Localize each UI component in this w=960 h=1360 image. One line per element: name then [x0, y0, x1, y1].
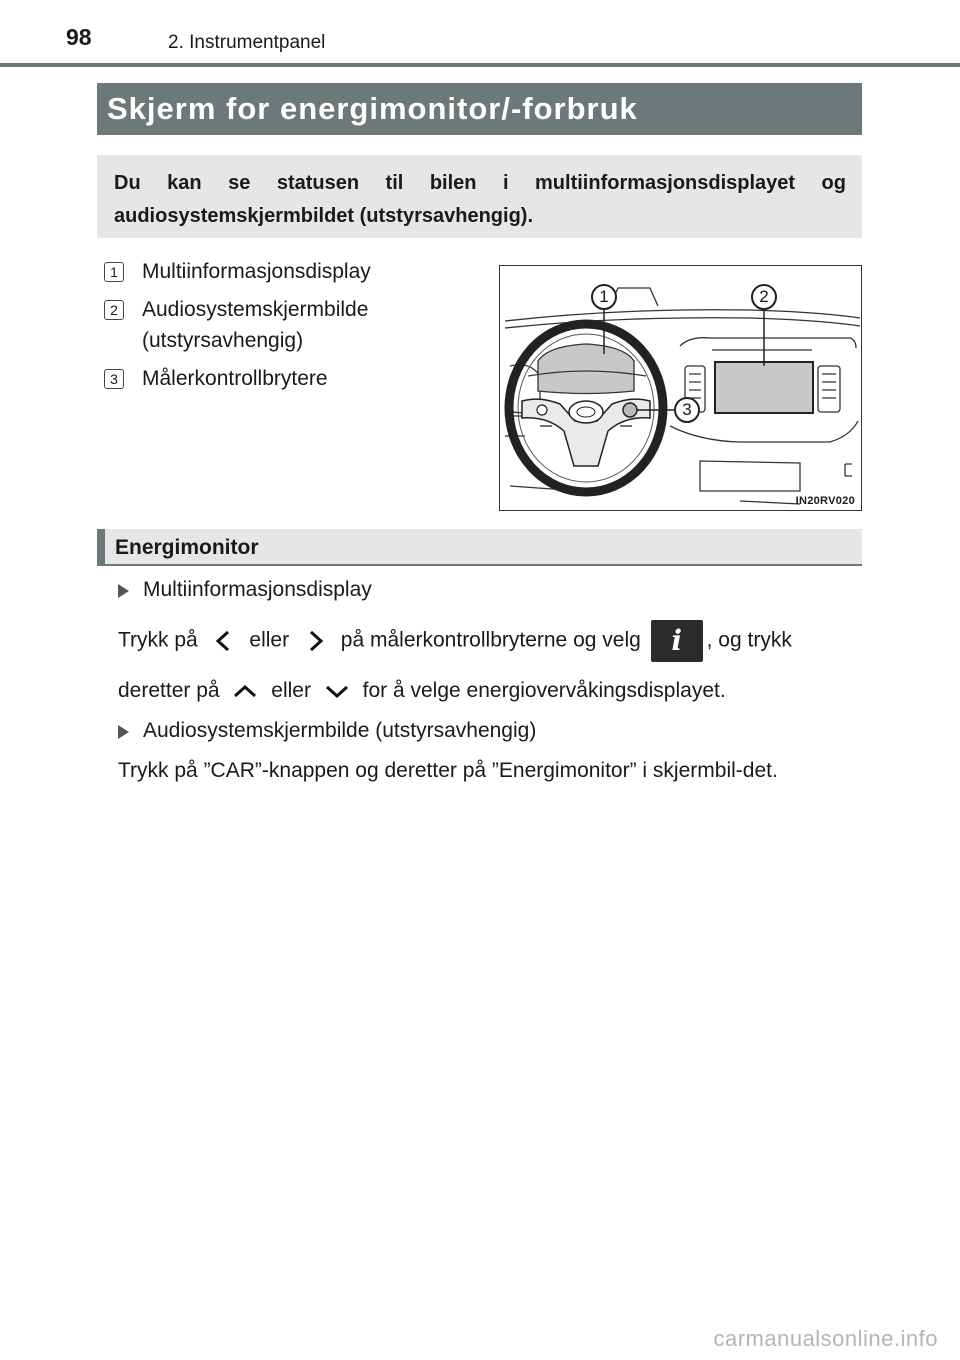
section-name: 2. Instrumentpanel	[168, 32, 326, 53]
text-fragment: for å velge energiovervåkingsdisplayet.	[362, 679, 726, 702]
subheading-energimonitor: Energimonitor	[97, 529, 862, 566]
instruction-audio	[118, 755, 856, 786]
text-fragment: deretter på	[118, 679, 220, 702]
legend-label: Audiosystemskjermbilde (utstyrsavhengig)	[142, 298, 369, 352]
legend-number: 3	[104, 369, 124, 389]
info-icon	[651, 620, 703, 662]
info-icon-glyph: i	[671, 624, 682, 657]
legend-item	[104, 363, 484, 394]
text-fragment: på målerkontrollbryterne og velg	[340, 628, 641, 652]
bullet-triangle-icon	[118, 725, 129, 739]
intro-box	[97, 155, 862, 238]
page-number: 98	[66, 24, 92, 50]
legend-label: Multiinformasjonsdisplay	[142, 260, 371, 283]
intro-text: Du kan se statusen til bilen i multiinformasjonsdisplayet og audiosystemskjermbildet (utstyrsavhengig).	[114, 172, 846, 227]
chevron-up-icon	[225, 680, 265, 702]
dashboard-drawing	[500, 266, 861, 510]
figure-legend	[104, 256, 484, 401]
figure-code: IN20RV020	[795, 495, 855, 507]
chevron-right-icon	[295, 628, 335, 654]
page-header	[0, 0, 960, 68]
dashboard-illustration	[499, 265, 862, 511]
legend-item	[104, 256, 484, 287]
page-title: Skjerm for energimonitor/-forbruk	[97, 83, 862, 135]
chevron-left-icon	[204, 628, 244, 654]
text-fragment: eller	[271, 679, 311, 702]
legend-number: 2	[104, 300, 124, 320]
bullet-label: Audiosystemskjermbilde (utstyrsavhengig)	[143, 719, 537, 742]
callout-2: 2	[751, 284, 777, 310]
text-fragment: , og trykk	[706, 628, 792, 652]
instruction-line-1	[118, 620, 856, 662]
legend-item	[104, 294, 442, 356]
callout-1: 1	[591, 284, 617, 310]
bullet-multiinfo	[118, 575, 372, 605]
callout-3: 3	[674, 397, 700, 423]
header-divider	[0, 63, 960, 67]
text-fragment: Trykk på ”CAR”-knappen og deretter på ”Energimonitor” i skjermbil-det.	[118, 759, 778, 782]
text-fragment: eller	[249, 628, 290, 652]
watermark: carmanualsonline.info	[713, 1326, 938, 1351]
bullet-label: Multiinformasjonsdisplay	[143, 578, 372, 601]
legend-number: 1	[104, 262, 124, 282]
text-fragment: Trykk på	[118, 628, 198, 652]
instruction-line-2	[118, 675, 856, 706]
chevron-down-icon	[317, 680, 357, 702]
bullet-audio	[118, 716, 536, 746]
legend-label: Målerkontrollbrytere	[142, 367, 328, 390]
bullet-triangle-icon	[118, 584, 129, 598]
